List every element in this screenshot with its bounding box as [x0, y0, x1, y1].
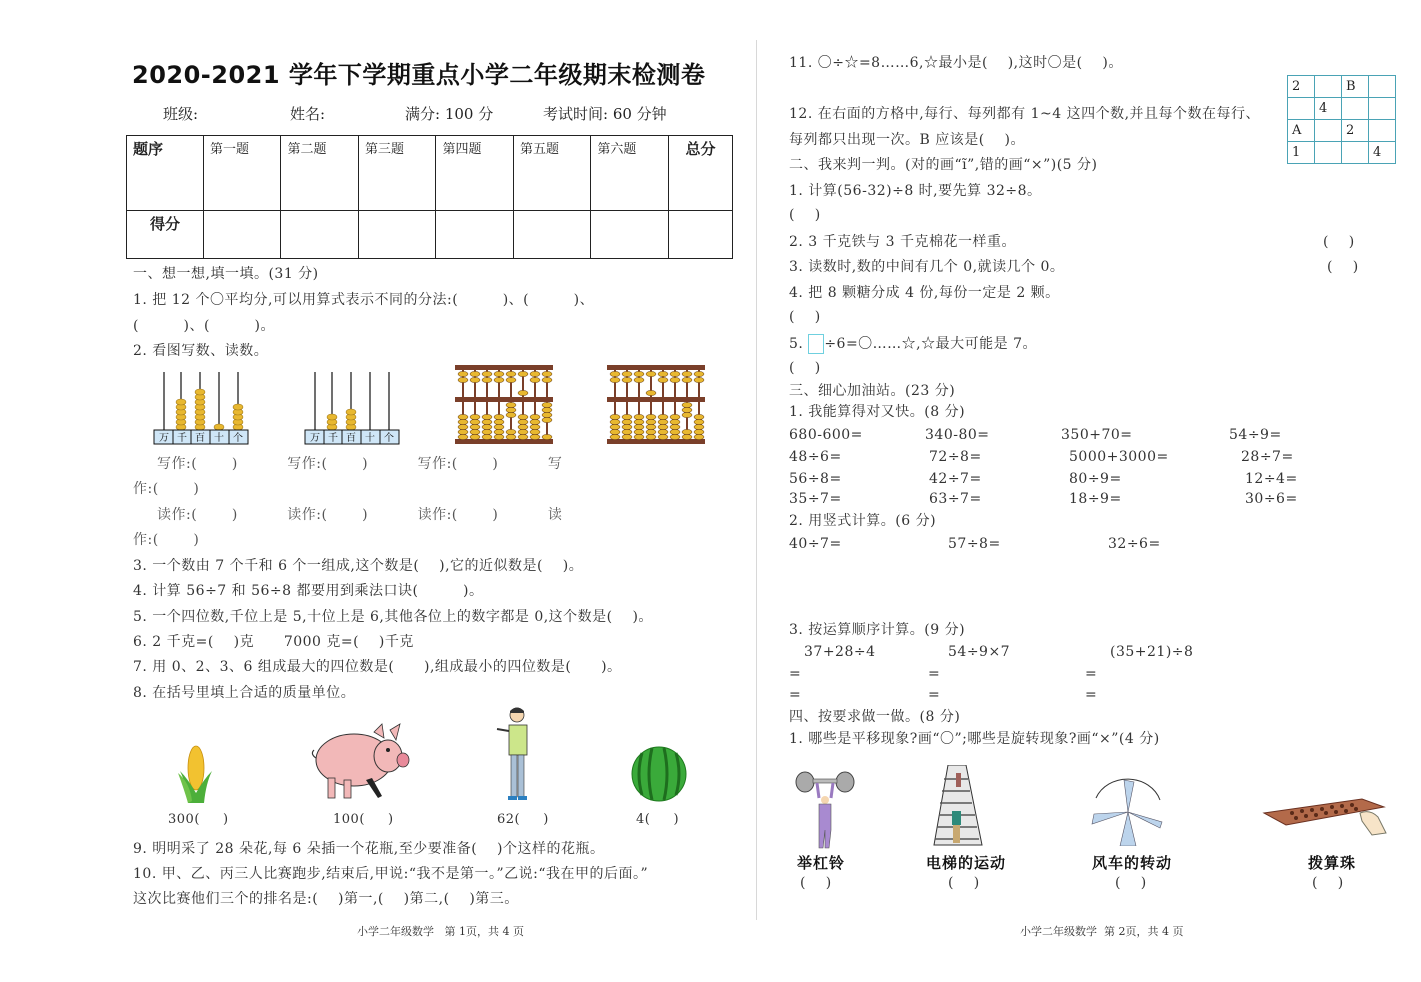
section2-heading: 二、我来判一判。(对的画“ĩ”,错的画“×”)(5 分)	[789, 157, 1098, 173]
judge-paren-1[interactable]: ( )	[789, 207, 821, 223]
score-cell[interactable]	[281, 211, 358, 259]
judge-item-3: 3. 读数时,数的中间有几个 0,就读几个 0。	[789, 259, 1065, 275]
score-header: 总分	[668, 136, 732, 211]
write-row: 写作:( ) 写作:( ) 写作:( ) 写	[157, 456, 563, 472]
watermelon-icon	[630, 745, 688, 803]
svg-text:个: 个	[384, 433, 394, 444]
windmill-paren[interactable]: ( )	[1115, 875, 1147, 891]
order-calc: (35+21)÷8	[1110, 644, 1194, 660]
grid-cell	[1288, 98, 1315, 120]
judge-paren-2[interactable]: ( )	[1323, 234, 1355, 250]
svg-text:十: 十	[214, 433, 224, 444]
man-icon	[493, 705, 539, 803]
read-row: 读作:( ) 读作:( ) 读作:( ) 读	[157, 507, 563, 523]
exam-title: 2020-2021 学年下学期重点小学二年级期末检测卷	[132, 61, 706, 89]
windmill-icon	[1090, 778, 1166, 846]
grid-cell	[1315, 142, 1342, 164]
grid-cell: 2	[1342, 120, 1369, 142]
q12-line2: 每列都只出现一次。B 应该是( )。	[789, 132, 1025, 148]
svg-text:百: 百	[346, 433, 356, 444]
name-label: 姓名:	[290, 105, 326, 123]
order-calc: 54÷9×7	[948, 644, 1011, 660]
judge-item-1: 1. 计算(56-32)÷8 时,要先算 32÷8。	[789, 183, 1042, 199]
corn-mass-label: 300( )	[168, 812, 229, 827]
judge-item-5-pre: 5.	[789, 336, 809, 352]
score-header: 第一题	[204, 136, 281, 211]
equals-sign: =	[928, 666, 941, 682]
grid-cell	[1369, 76, 1396, 98]
q10-line2: 这次比赛他们三个的排名是:( )第一,( )第二,( )第三。	[133, 891, 519, 907]
oral-calc: 54÷9=	[1229, 427, 1282, 443]
q10-line1: 10. 甲、乙、丙三人比赛跑步,结束后,甲说:“我不是第一。”乙说:“我在甲的后面。”	[133, 866, 649, 882]
oral-calc: 63÷7=	[929, 491, 982, 507]
score-cell[interactable]	[513, 211, 590, 259]
score-header: 第四题	[436, 136, 513, 211]
judge-item-2: 2. 3 千克铁与 3 千克棉花一样重。	[789, 234, 1016, 250]
corn-icon	[176, 743, 216, 805]
grid-cell: B	[1342, 76, 1369, 98]
q7: 7. 用 0、2、3、6 组成最大的四位数是( ),组成最小的四位数是( )。	[133, 659, 622, 675]
q8: 8. 在括号里填上合适的质量单位。	[133, 685, 356, 701]
score-header: 题序	[127, 136, 204, 211]
grid-cell: 1	[1288, 142, 1315, 164]
section3-sub2: 2. 用竖式计算。(6 分)	[789, 513, 937, 529]
equals-sign: =	[789, 687, 802, 703]
oral-calc: 30÷6=	[1245, 491, 1298, 507]
page1-footer: 小学二年级数学 第 1页，共 4 页	[357, 925, 524, 938]
q5: 5. 一个四位数,千位上是 5,十位上是 6,其他各位上的数字都是 0,这个数是( )。	[133, 609, 653, 625]
q1-line2: ( )、( )。	[133, 318, 275, 334]
oral-calc: 680-600=	[789, 427, 863, 443]
escalator-icon	[930, 765, 986, 847]
watermelon-mass-label: 4( )	[636, 812, 680, 827]
pig-icon	[308, 718, 412, 803]
judge-paren-4[interactable]: ( )	[789, 309, 821, 325]
escalator-label: 电梯的运动	[926, 854, 1007, 872]
judge-item-5-post: ÷6=〇……☆,☆最大可能是 7。	[824, 336, 1037, 352]
equals-sign: =	[789, 666, 802, 682]
abacus-paren[interactable]: ( )	[1312, 875, 1344, 891]
grid-cell	[1369, 98, 1396, 120]
counting-abacus-1-icon	[152, 370, 250, 446]
exam-time: 考试时间: 60 分钟	[543, 105, 667, 123]
oral-calc: 80÷9=	[1069, 471, 1122, 487]
equals-sign: =	[1085, 687, 1098, 703]
equals-sign: =	[1085, 666, 1098, 682]
q12-line1: 12. 在右面的方格中,每行、每列都有 1~4 这四个数,并且每个数在每行、	[789, 106, 1261, 122]
judge-item-4: 4. 把 8 颗糖分成 4 份,每份一定是 2 颗。	[789, 285, 1060, 301]
vertical-calc: 32÷6=	[1108, 536, 1161, 552]
class-label: 班级:	[163, 105, 199, 123]
suanpan-abacus-1-icon	[455, 365, 553, 445]
grid-cell: A	[1288, 120, 1315, 142]
latin-square-grid	[1287, 75, 1396, 164]
equals-sign: =	[928, 687, 941, 703]
score-table	[126, 135, 733, 259]
grid-cell	[1342, 142, 1369, 164]
grid-cell	[1315, 120, 1342, 142]
oral-calc: 48÷6=	[789, 449, 842, 465]
windmill-label: 风车的转动	[1092, 854, 1173, 872]
score-cell[interactable]	[668, 211, 732, 259]
q3: 3. 一个数由 7 个千和 6 个一组成,这个数是( ),它的近似数是( )。	[133, 558, 584, 574]
svg-text:千: 千	[177, 433, 187, 444]
weightlifter-label: 举杠铃	[797, 854, 846, 872]
oral-calc: 5000+3000=	[1069, 449, 1169, 465]
judge-paren-5[interactable]: ( )	[789, 360, 821, 376]
page2-footer: 小学二年级数学 第 2页，共 4 页	[1020, 925, 1184, 938]
q6: 6. 2 千克=( )克 7000 克=( )千克	[133, 634, 414, 650]
q11: 11. 〇÷☆=8……6,☆最小是( ),这时〇是( )。	[789, 55, 1123, 71]
vertical-calc: 57÷8=	[948, 536, 1001, 552]
grid-cell: 4	[1315, 98, 1342, 120]
man-mass-label: 62( )	[497, 812, 549, 827]
judge-item-5	[789, 334, 1037, 354]
oral-calc: 35÷7=	[789, 491, 842, 507]
grid-cell	[1369, 120, 1396, 142]
suanpan-abacus-2-icon	[607, 365, 705, 445]
grid-cell: 2	[1288, 76, 1315, 98]
svg-text:万: 万	[310, 433, 320, 444]
oral-calc: 56÷8=	[789, 471, 842, 487]
q9: 9. 明明采了 28 朵花,每 6 朵插一个花瓶,至少要准备( )个这样的花瓶。	[133, 841, 605, 857]
escalator-paren[interactable]: ( )	[948, 875, 980, 891]
svg-text:个: 个	[233, 433, 243, 444]
section4-heading: 四、按要求做一做。(8 分)	[789, 709, 961, 725]
vertical-calc: 40÷7=	[789, 536, 842, 552]
pig-mass-label: 100( )	[333, 812, 394, 827]
oral-calc: 42÷7=	[929, 471, 982, 487]
grid-cell: 4	[1369, 142, 1396, 164]
svg-text:万: 万	[159, 433, 169, 444]
abacus-hand-icon	[1262, 795, 1388, 837]
svg-text:百: 百	[195, 433, 205, 444]
section4-sub1: 1. 哪些是平移现象?画“〇”;哪些是旋转现象?画“×”(4 分)	[789, 731, 1160, 747]
score-header: 第二题	[281, 136, 358, 211]
weightlifter-paren[interactable]: ( )	[800, 875, 832, 891]
section3-sub1: 1. 我能算得对又快。(8 分)	[789, 404, 966, 420]
score-header: 第五题	[513, 136, 590, 211]
oral-calc: 340-80=	[925, 427, 990, 443]
q2: 2. 看图写数、读数。	[133, 343, 269, 359]
score-header: 第六题	[591, 136, 668, 211]
grid-cell	[1342, 98, 1369, 120]
oral-calc: 12÷4=	[1245, 471, 1298, 487]
score-cell[interactable]	[591, 211, 668, 259]
svg-text:千: 千	[328, 433, 338, 444]
section3-sub3: 3. 按运算顺序计算。(9 分)	[789, 622, 966, 638]
section1-heading: 一、想一想,填一填。(31 分)	[133, 266, 319, 282]
read-row-cont: 作:( )	[133, 532, 200, 548]
counting-abacus-2-icon	[303, 370, 401, 446]
order-calc: 37+28÷4	[804, 644, 876, 660]
weightlifter-icon	[795, 768, 855, 850]
judge-paren-3[interactable]: ( )	[1327, 259, 1359, 275]
oral-calc: 72÷8=	[929, 449, 982, 465]
q1-line1: 1. 把 12 个〇平均分,可以用算式表示不同的分法:( )、( )、	[133, 292, 595, 308]
score-row-label: 得分	[127, 211, 204, 259]
oral-calc: 350+70=	[1061, 427, 1133, 443]
score-header: 第三题	[358, 136, 435, 211]
score-cell[interactable]	[436, 211, 513, 259]
full-score: 满分: 100 分	[405, 105, 494, 123]
section3-heading: 三、细心加油站。(23 分)	[789, 383, 956, 399]
score-cell[interactable]	[204, 211, 281, 259]
svg-text:十: 十	[365, 433, 375, 444]
score-cell[interactable]	[358, 211, 435, 259]
write-row-cont: 作:( )	[133, 481, 200, 497]
q4: 4. 计算 56÷7 和 56÷8 都要用到乘法口诀( )。	[133, 583, 484, 599]
abacus-label: 拨算珠	[1308, 854, 1357, 872]
oral-calc: 18÷9=	[1069, 491, 1122, 507]
blank-box-icon	[808, 334, 824, 354]
grid-cell	[1315, 76, 1342, 98]
oral-calc: 28÷7=	[1241, 449, 1294, 465]
page-divider	[756, 40, 757, 920]
